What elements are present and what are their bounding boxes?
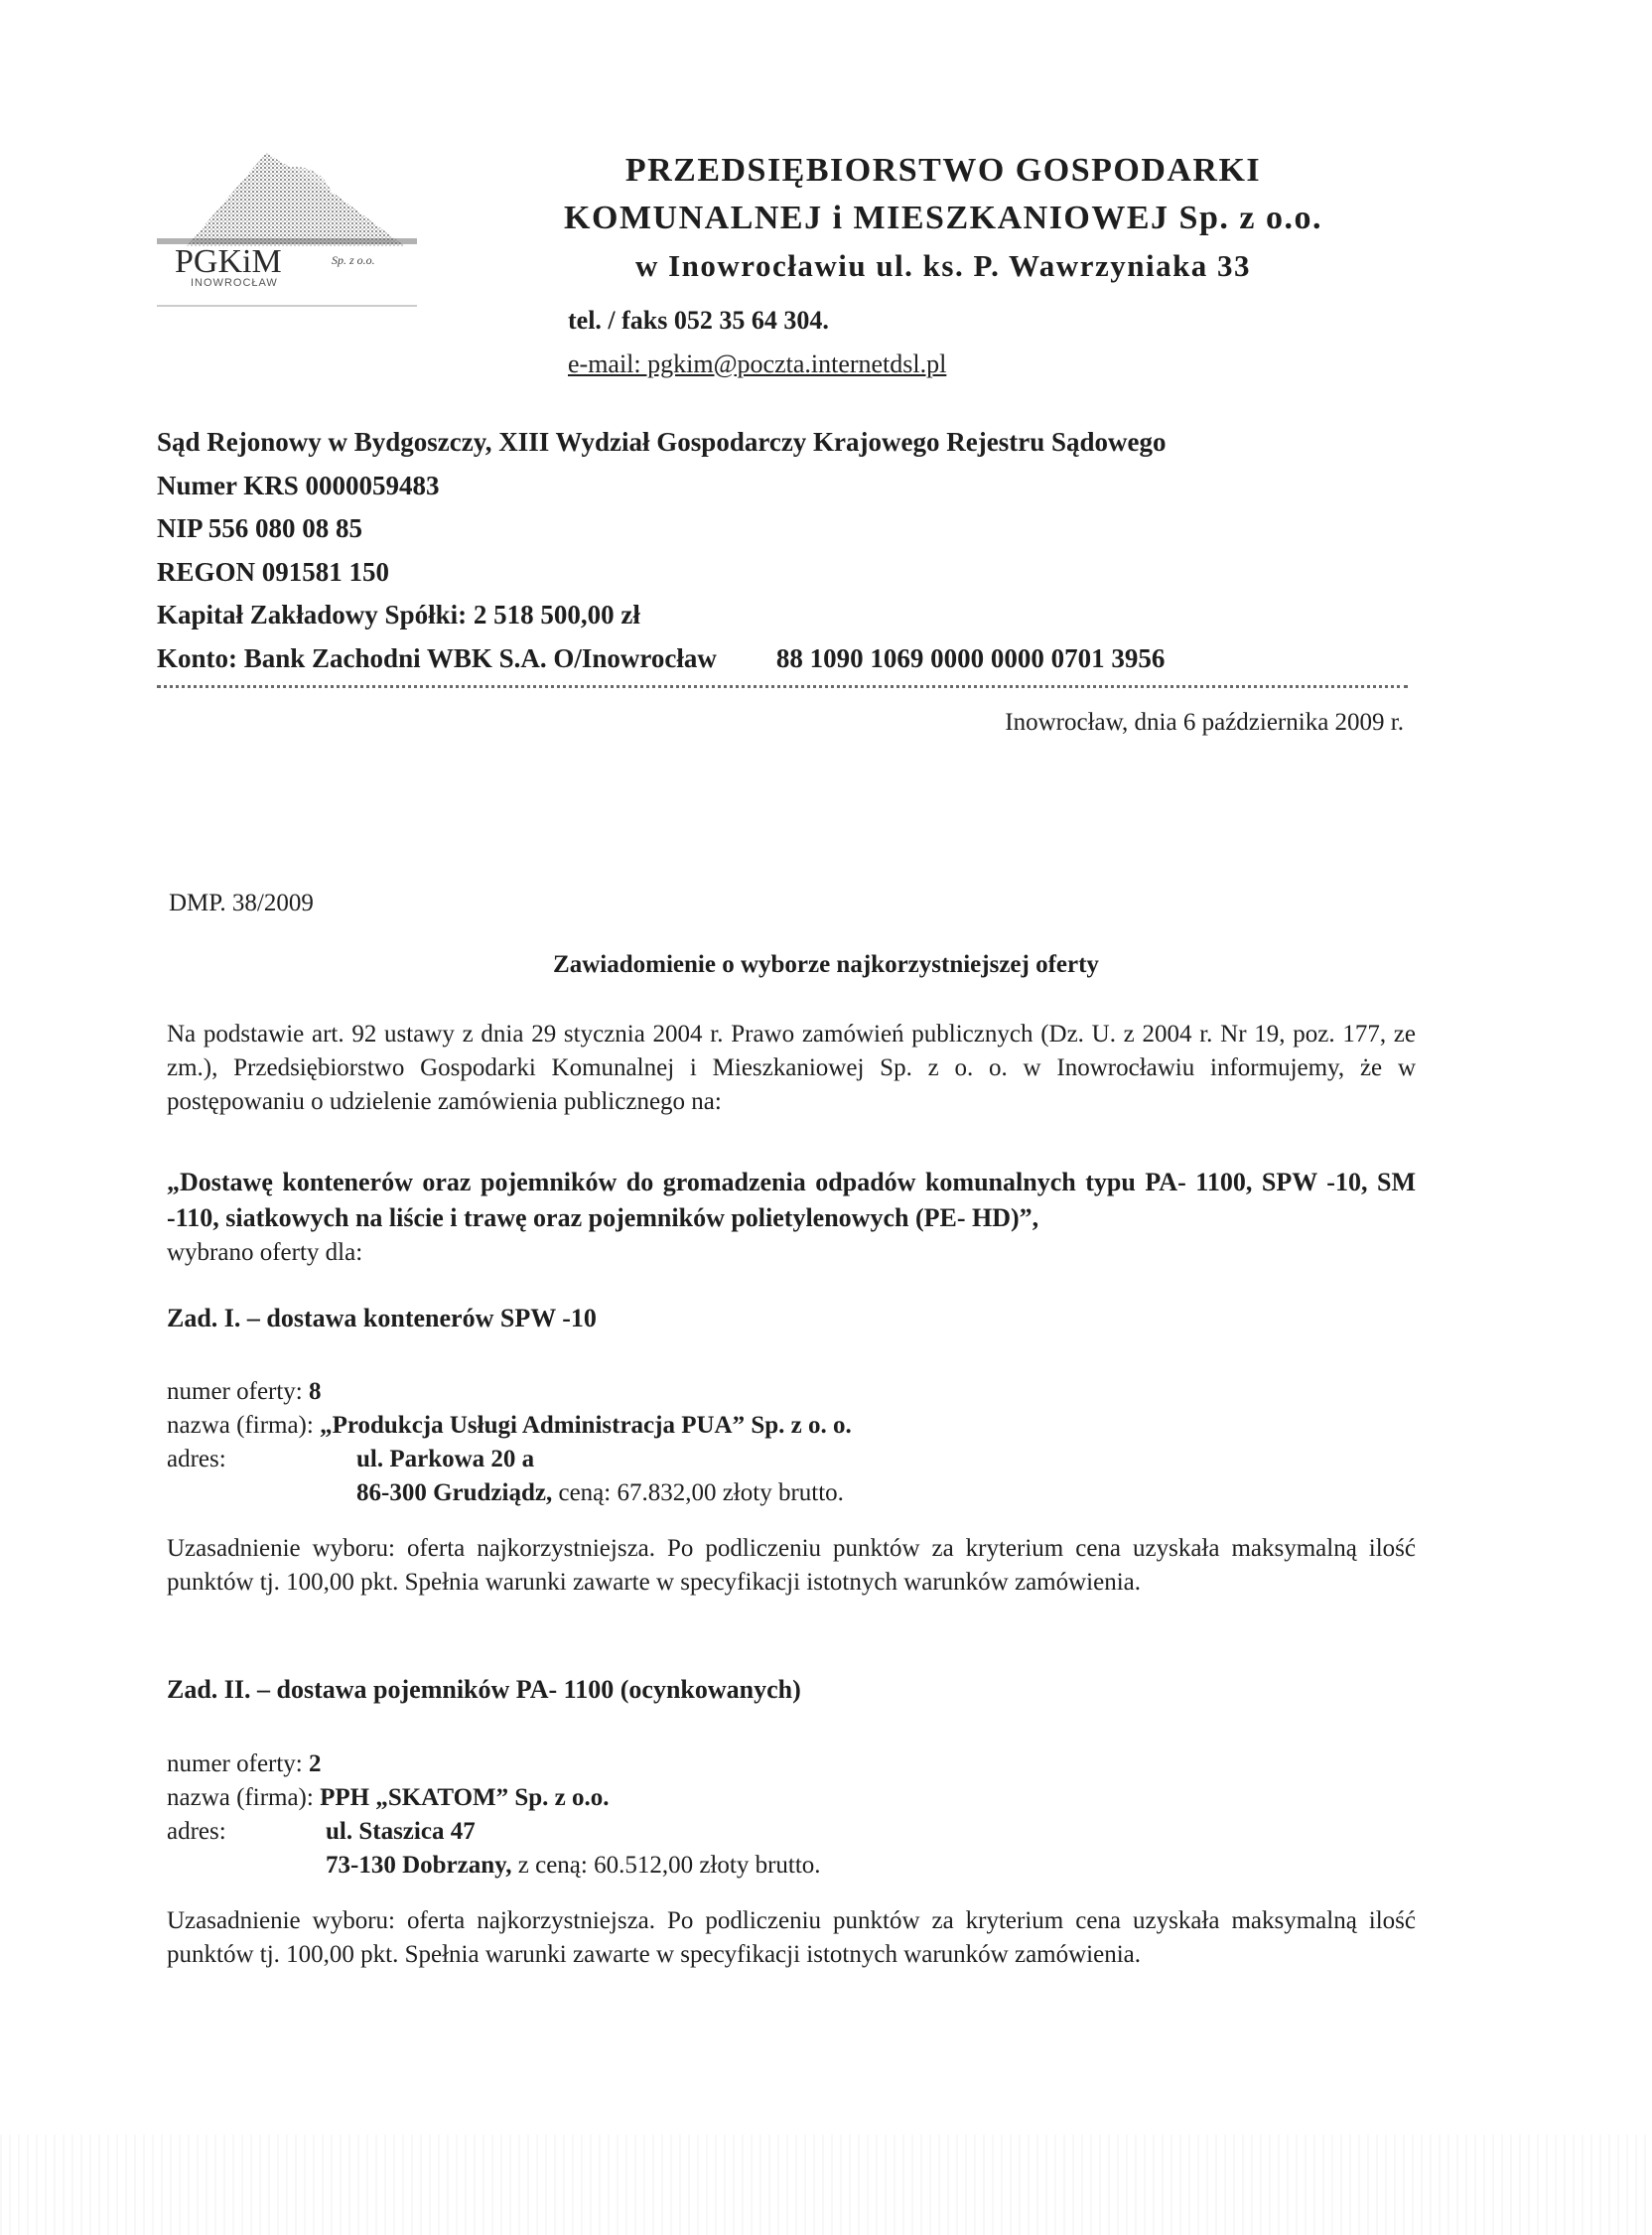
company-name-line1: PRZEDSIĘBIORSTWO GOSPODARKI <box>624 152 1262 189</box>
company-header <box>457 147 1430 290</box>
scan-noise <box>0 2135 1652 2235</box>
offer-price: ceną: 67.832,00 złoty brutto. <box>558 1479 844 1506</box>
logo-suffix: Sp. z o.o. <box>332 253 375 267</box>
offer-number: 2 <box>309 1750 322 1777</box>
company-name-line2: KOMUNALNEJ i MIESZKANIOWEJ Sp. z o.o. <box>564 200 1322 236</box>
document-title: Zawiadomienie o wyborze najkorzystniejszej oferty <box>553 951 1099 978</box>
firm-name: „Produkcja Usługi Administracja PUA” Sp. z o. o. <box>320 1412 852 1439</box>
firm-label: nazwa (firma): <box>167 1784 314 1811</box>
company-email-link[interactable]: e-mail: pgkim@poczta.internetdsl.pl <box>568 349 947 378</box>
offer-number-label: numer oferty: <box>167 1750 303 1777</box>
offer-number-label: numer oferty: <box>167 1378 303 1405</box>
intro-paragraph: Na podstawie art. 92 ustawy z dnia 29 stycznia 2004 r. Prawo zamówień publicznych (Dz. U. z 2004 r. Nr 19, poz. 177, ze zm.), Przedsiębiorstwo Gospodarki Komunalnej i Mieszkaniowej Sp. z o. o. w Inowrocławiu informujemy, że w postępowaniu o udzielenie zamówienia publicznego na: <box>167 1021 1416 1115</box>
procurement-subject: „Dostawę kontenerów oraz pojemników do gromadzenia odpadów komunalnych typu PA- 1100, SPW -10, SM -110, siatkowych na liście i trawę oraz pojemników polietylenowych (PE- HD)”, <box>167 1168 1416 1232</box>
company-logo <box>157 147 417 314</box>
task-1-justification: Uzasadnienie wyboru: oferta najkorzystniejsza. Po podliczeniu punktów za kryterium cena uzyskała maksymalną ilość punktów tj. 100,00 pkt. Spełnia warunki zawarte w specyfikacji istotnych warunków zamówienia. <box>167 1535 1416 1596</box>
task-1-offer <box>167 1375 1416 1510</box>
task-1-heading: Zad. I. – dostawa kontenerów SPW -10 <box>167 1304 597 1332</box>
address-label: adres: <box>167 1446 226 1472</box>
firm-name: PPH „SKATOM” Sp. z o.o. <box>320 1784 610 1811</box>
chosen-offers-text: wybrano oferty dla: <box>167 1239 363 1266</box>
registry-regon: REGON 091581 150 <box>157 556 390 587</box>
task-2-justification: Uzasadnienie wyboru: oferta najkorzystniejsza. Po podliczeniu punktów za kryterium cena uzyskała maksymalną ilość punktów tj. 100,00 pkt. Spełnia warunki zawarte w specyfikacji istotnych warunków zamówienia. <box>167 1907 1416 1968</box>
address-city: 73-130 Dobrzany, <box>326 1852 512 1879</box>
registry-nip: NIP 556 080 08 85 <box>157 513 363 543</box>
reference-number: DMP. 38/2009 <box>169 890 314 916</box>
address-city: 86-300 Grudziądz, <box>356 1479 553 1506</box>
dotted-divider <box>157 685 1408 688</box>
address-label: adres: <box>167 1818 226 1845</box>
offer-number: 8 <box>309 1378 322 1405</box>
logo-text: PGKiM <box>175 243 282 280</box>
address-street: ul. Staszica 47 <box>326 1818 476 1845</box>
task-2-heading: Zad. II. – dostawa pojemników PA- 1100 (ocynkowanych) <box>167 1675 801 1704</box>
address-street: ul. Parkowa 20 a <box>356 1446 535 1472</box>
company-address: w Inowrocławiu ul. ks. P. Wawrzyniaka 33 <box>634 248 1252 283</box>
registry-krs: Numer KRS 0000059483 <box>157 470 440 500</box>
company-phone: tel. / faks 052 35 64 304. <box>568 306 829 335</box>
registry-court: Sąd Rejonowy w Bydgoszczy, XIII Wydział Gospodarczy Krajowego Rejestru Sądowego <box>157 427 1167 457</box>
registry-account: 88 1090 1069 0000 0000 0701 3956 <box>775 642 1166 673</box>
registry-capital: Kapitał Zakładowy Spółki: 2 518 500,00 zł <box>157 600 640 629</box>
document-date: Inowrocław, dnia 6 października 2009 r. <box>1005 709 1404 736</box>
registry-bank-line <box>157 637 1447 681</box>
firm-label: nazwa (firma): <box>167 1412 314 1439</box>
registry-bank: Konto: Bank Zachodni WBK S.A. O/Inowrocław <box>157 642 717 673</box>
logo-city: INOWROCŁAW <box>191 277 278 289</box>
offer-price: z ceną: 60.512,00 złoty brutto. <box>517 1852 821 1879</box>
registry-block <box>157 421 1447 680</box>
task-2-offer <box>167 1747 1416 1883</box>
